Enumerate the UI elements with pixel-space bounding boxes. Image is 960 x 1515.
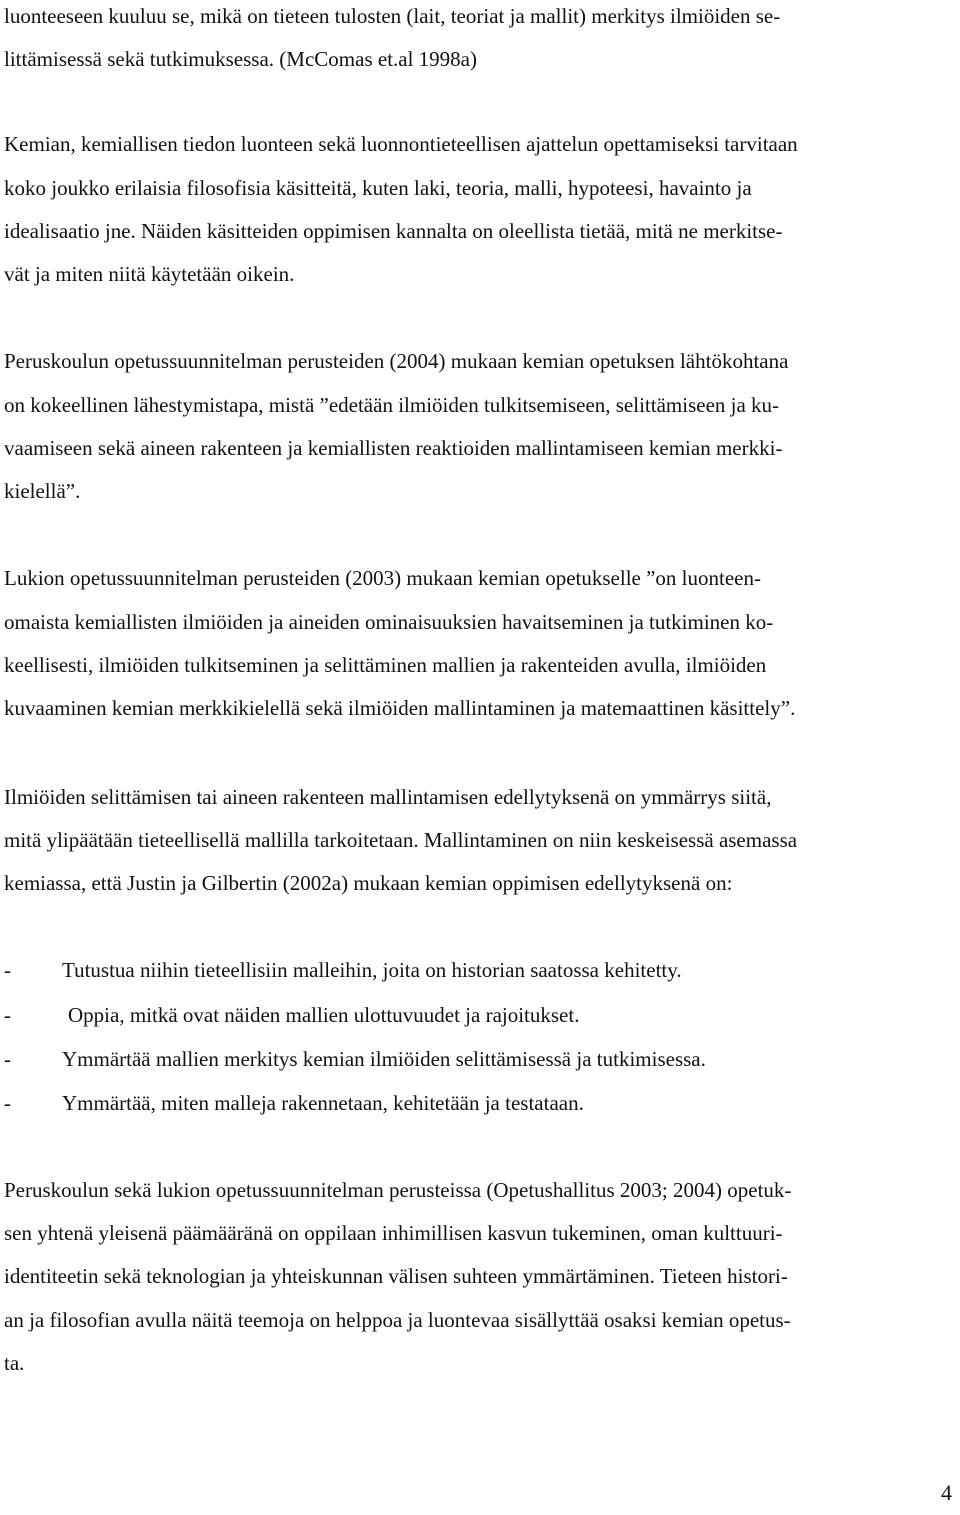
list-dash: - (4, 1091, 11, 1115)
paragraph-3-line-2: on kokeellinen lähestymistapa, mistä ”edetään ilmiöiden tulkitsemiseen, selittämiseen ja ku- (4, 393, 780, 417)
paragraph-5-line-3: kemiassa, että Justin ja Gilbertin (2002a) mukaan kemian oppimisen edellytyksenä on: (4, 871, 733, 895)
document-page (4, 0, 956, 1515)
paragraph-4-line-2: omaista kemiallisten ilmiöiden ja aineiden ominaisuuksien havaitseminen ja tutkiminen ko- (4, 610, 774, 634)
paragraph-3-line-1: Peruskoulun opetussuunnitelman perusteiden (2004) mukaan kemian opetuksen lähtökohtana (4, 349, 789, 373)
paragraph-2-line-4: vät ja miten niitä käytetään oikein. (4, 262, 295, 286)
paragraph-1-line-1: luonteeseen kuuluu se, mikä on tieteen tulosten (lait, teoriat ja mallit) merkitys ilmiöiden se- (4, 4, 781, 28)
paragraph-3-line-3: vaamiseen sekä aineen rakenteen ja kemiallisten reaktioiden mallintamiseen kemian merkki- (4, 436, 783, 460)
paragraph-4-line-1: Lukion opetussuunnitelman perusteiden (2003) mukaan kemian opetukselle ”on luonteen- (4, 566, 761, 590)
list-item-text: Oppia, mitkä ovat näiden mallien ulottuvuudet ja rajoitukset. (68, 1003, 580, 1027)
paragraph-5-line-2: mitä ylipäätään tieteellisellä mallilla tarkoitetaan. Mallintaminen on niin keskeisessä asemassa (4, 828, 798, 852)
page-number: 4 (941, 1480, 952, 1505)
paragraph-2-line-2: koko joukko erilaisia filosofisia käsitteitä, kuten laki, teoria, malli, hypoteesi, havainto ja (4, 176, 752, 200)
paragraph-3-line-4: kielellä”. (4, 479, 81, 503)
list-dash: - (4, 958, 11, 982)
paragraph-6-line-4: an ja filosofian avulla näitä teemoja on helppoa ja luontevaa sisällyttää osaksi kemian opetus- (4, 1308, 791, 1332)
paragraph-6-line-1: Peruskoulun sekä lukion opetussuunnitelman perusteissa (Opetushallitus 2003; 2004) opetuk- (4, 1178, 792, 1202)
list-item-text: Tutustua niihin tieteellisiin malleihin, joita on historian saatossa kehitetty. (62, 958, 682, 982)
paragraph-2-line-1: Kemian, kemiallisen tiedon luonteen sekä luonnontieteellisen ajattelun opettamiseksi tarvitaan (4, 132, 798, 156)
paragraph-4-line-3: keellisesti, ilmiöiden tulkitseminen ja selittäminen mallien ja rakenteiden avulla, ilmiöiden (4, 653, 767, 677)
list-dash: - (4, 1047, 11, 1071)
paragraph-4-line-4: kuvaaminen kemian merkkikielellä sekä ilmiöiden mallintaminen ja matemaattinen käsittely”. (4, 696, 796, 720)
paragraph-6-line-5: ta. (4, 1351, 25, 1375)
paragraph-6-line-3: identiteetin sekä teknologian ja yhteiskunnan välisen suhteen ymmärtäminen. Tieteen histori- (4, 1264, 788, 1288)
list-item-text: Ymmärtää, miten malleja rakennetaan, kehitetään ja testataan. (62, 1091, 584, 1115)
paragraph-1-line-2: littämisessä sekä tutkimuksessa. (McComas et.al 1998a) (4, 47, 477, 71)
paragraph-2-line-3: idealisaatio jne. Näiden käsitteiden oppimisen kannalta on oleellista tietää, mitä ne merkitse- (4, 219, 783, 243)
paragraph-5-line-1: Ilmiöiden selittämisen tai aineen rakenteen mallintamisen edellytyksenä on ymmärrys siitä, (4, 785, 772, 809)
paragraph-6-line-2: sen yhtenä yleisenä päämääränä on oppilaan inhimillisen kasvun tukeminen, oman kulttuuri- (4, 1221, 783, 1245)
list-item-text: Ymmärtää mallien merkitys kemian ilmiöiden selittämisessä ja tutkimisessa. (62, 1047, 706, 1071)
list-dash: - (4, 1003, 11, 1027)
